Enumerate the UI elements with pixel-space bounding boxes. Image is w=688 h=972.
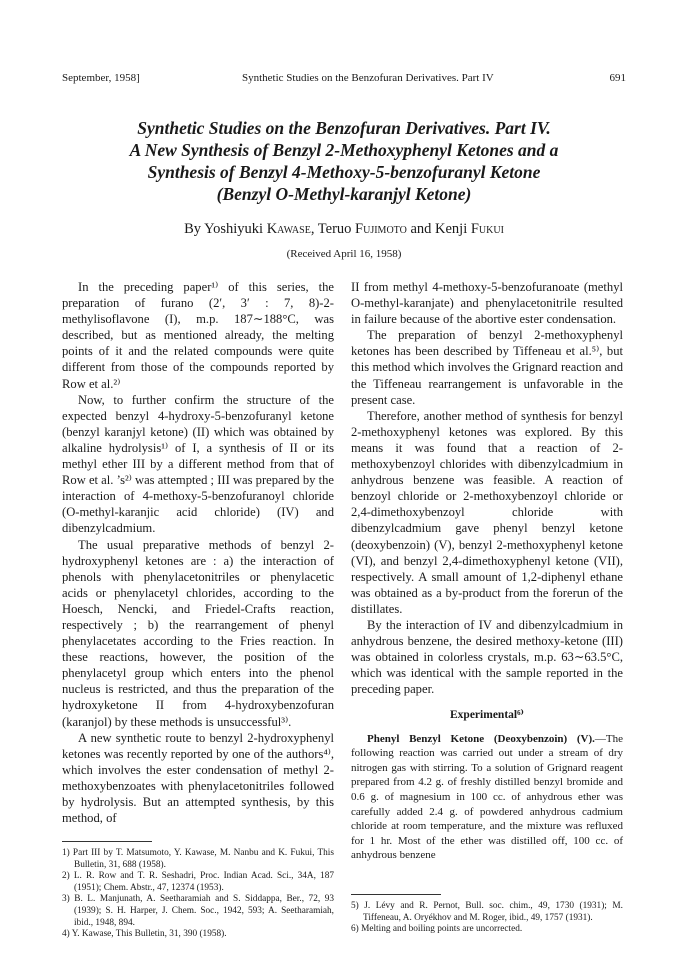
title-line-3: Synthesis of Benzyl 4-Methoxy-5-benzofuranyl Ketone [147,162,541,182]
right-column [351,279,623,863]
run-in-heading: Phenyl Benzyl Ketone (Deoxybenzoin) (V). [367,732,595,745]
author-1-first: By Yoshiyuki [184,221,264,237]
paragraph: Therefore, another method of synthesis for benzyl 2-methoxyphenyl ketones was explored. By this means it was found that a reaction of 2-methoxybenzoyl chlorides with dibenzylcadmium in anhydrous benzene was feasible. A reaction of benzoyl chloride or 2-methoxybenzoyl chloride or 2,4-dimethoxybenzoyl chloride with dibenzylcadmium gave phenyl benzyl ketone (deoxybenzoin) (V), benzyl 2-methoxyphenyl ketone (VI), and benzyl 2,4-dimethoxyphenyl ketone (VII), respectively. A small amount of 1,2-diphenyl ethane was obtained as a by-product from the forerun of the distillates. [351,408,623,616]
header-running-title: Synthetic Studies on the Benzofuran Derivatives. Part IV [242,72,494,84]
footnote: 3) B. L. Manjunath, A. Seetharamiah and S. Siddappa, Ber., 72, 93 (1939); S. H. Harper, J. Chem. Soc., 1942, 593; A. Seetharamiah, ibid., 1948, 894. [62,894,334,928]
author-1-last: Kawase [266,221,311,237]
paragraph: A new synthetic route to benzyl 2-hydroxyphenyl ketones was recently reported by one of the authors⁴⁾, which involves the ester condensation of methyl 2-methoxybenzoates with phenylacetonitriles followed by hydrolysis. But an attempted synthesis, by this method, of [62,730,334,826]
paragraph: The usual preparative methods of benzyl 2-hydroxyphenyl ketones are : a) the interaction of phenols with phenylacetonitriles or phenylacetic acids or phenylacetyl chlorides, according to the Hoesch, Nencki, and Friedel-Crafts reaction, respectively ; b) the rearrangement of phenyl phenylacetates according to the Fries reaction. In these reactions, however, the position of the phenylacetyl group which enters into the phenol nucleus is restricted, and thus the preparation of the hydroxyketone II from 4-hydroxybenzofuran (karanjol) by these methods is unsuccessful³⁾. [62,537,334,729]
author-3-first: and Kenji [410,221,468,237]
title-line-4: (Benzyl O-Methyl-karanjyl Ketone) [216,184,472,204]
author-2-first: , Teruo [310,221,352,237]
article-title [62,117,626,205]
header-page-number: 691 [609,72,626,84]
experimental-heading: Experimental⁶⁾ [450,709,524,722]
experimental-paragraph [351,732,623,863]
footnote-rule [62,841,152,842]
paragraph: The preparation of benzyl 2-methoxyphenyl ketones has been described by Tiffeneau et al.⁵⁾, but this method which involves the Grignard reaction and the Tiffeneau rearrangement is unfavorable in the present case. [351,328,623,407]
left-column [62,279,334,826]
title-line-2: A New Synthesis of Benzyl 2-Methoxyphenyl Ketones and a [129,140,559,160]
paragraph: In the preceding paper¹⁾ of this series, the preparation of furano (2′, 3′ : 7, 8)-2-methylisoflavone (I), m.p. 187∼188°C, was described, but as mentioned already, the melting points of it and the related compounds were quite different from those of the compounds reported by Row et al.²⁾ [62,280,334,391]
running-head [62,72,626,84]
footnotes-right [351,888,623,936]
author-line [62,221,626,238]
paragraph: By the interaction of IV and dibenzylcadmium in anhydrous benzene, the desired methoxy-ketone (III) was obtained in colorless crystals, m.p. 63∼63.5°C, which was identical with the sample reported in the preceding paper. [351,617,623,697]
author-2-last: Fujimoto [355,221,407,237]
footnote: 5) J. Lévy and R. Pernot, Bull. soc. chim., 49, 1730 (1931); M. Tiffeneau, A. Oryékhov and M. Roger, ibid., 49, 1757 (1931). [351,901,623,923]
experimental-section [351,732,623,863]
header-date: September, 1958] [62,72,140,84]
experimental-text: —The following reaction was carried out under a stream of dry nitrogen gas with stirring. To a solution of Grignard reagent prepared from 4.2 g. of freshly distilled benzyl bromide and 0.6 g. of magnesium in 100 cc. of anhydrous ether was carefully added 2.4 g. of powdered anhydrous cadmium chloride at room temperature, and the mixture was refluxed for 1 hr. Most of the ether was distilled off, 100 cc. of anhydrous benzene [351,732,623,862]
footnote: 2) L. R. Row and T. R. Seshadri, Proc. Indian Acad. Sci., 34A, 187 (1951); Chem. Abstr., 47, 12374 (1953). [62,871,334,893]
footnote: 1) Part III by T. Matsumoto, Y. Kawase, M. Nanbu and K. Fukui, This Bulletin, 31, 688 (1958). [62,848,334,870]
paragraph: Now, to further confirm the structure of the expected benzyl 4-hydroxy-5-benzofuranyl ketone (benzyl karanjyl ketone) (II) which was obtained by alkaline hydrolysis¹⁾ of I, a synthesis of II or its methyl ether III by a different method from that of Row et al. ’s²⁾ was attempted ; III was prepared by the interaction of 4-methoxy-5-benzofuranoyl chloride (O-methyl-karanjic acid chloride) (IV) and dibenzylcadmium. [62,392,334,536]
author-3-last: Fukui [470,221,504,237]
title-line-1: Synthetic Studies on the Benzofuran Derivatives. Part IV. [137,118,551,138]
footnotes-left [62,835,334,941]
footnote-rule [351,894,441,895]
footnote: 6) Melting and boiling points are uncorrected. [351,924,523,935]
received-date: (Received April 16, 1958) [286,248,402,260]
footnote: 4) Y. Kawase, This Bulletin, 31, 390 (1958). [62,929,227,940]
paragraph: II from methyl 4-methoxy-5-benzofuranoate (methyl O-methyl-karanjate) and phenylacetonitrile resulted in failure because of the abortive ester condensation. [351,280,623,327]
